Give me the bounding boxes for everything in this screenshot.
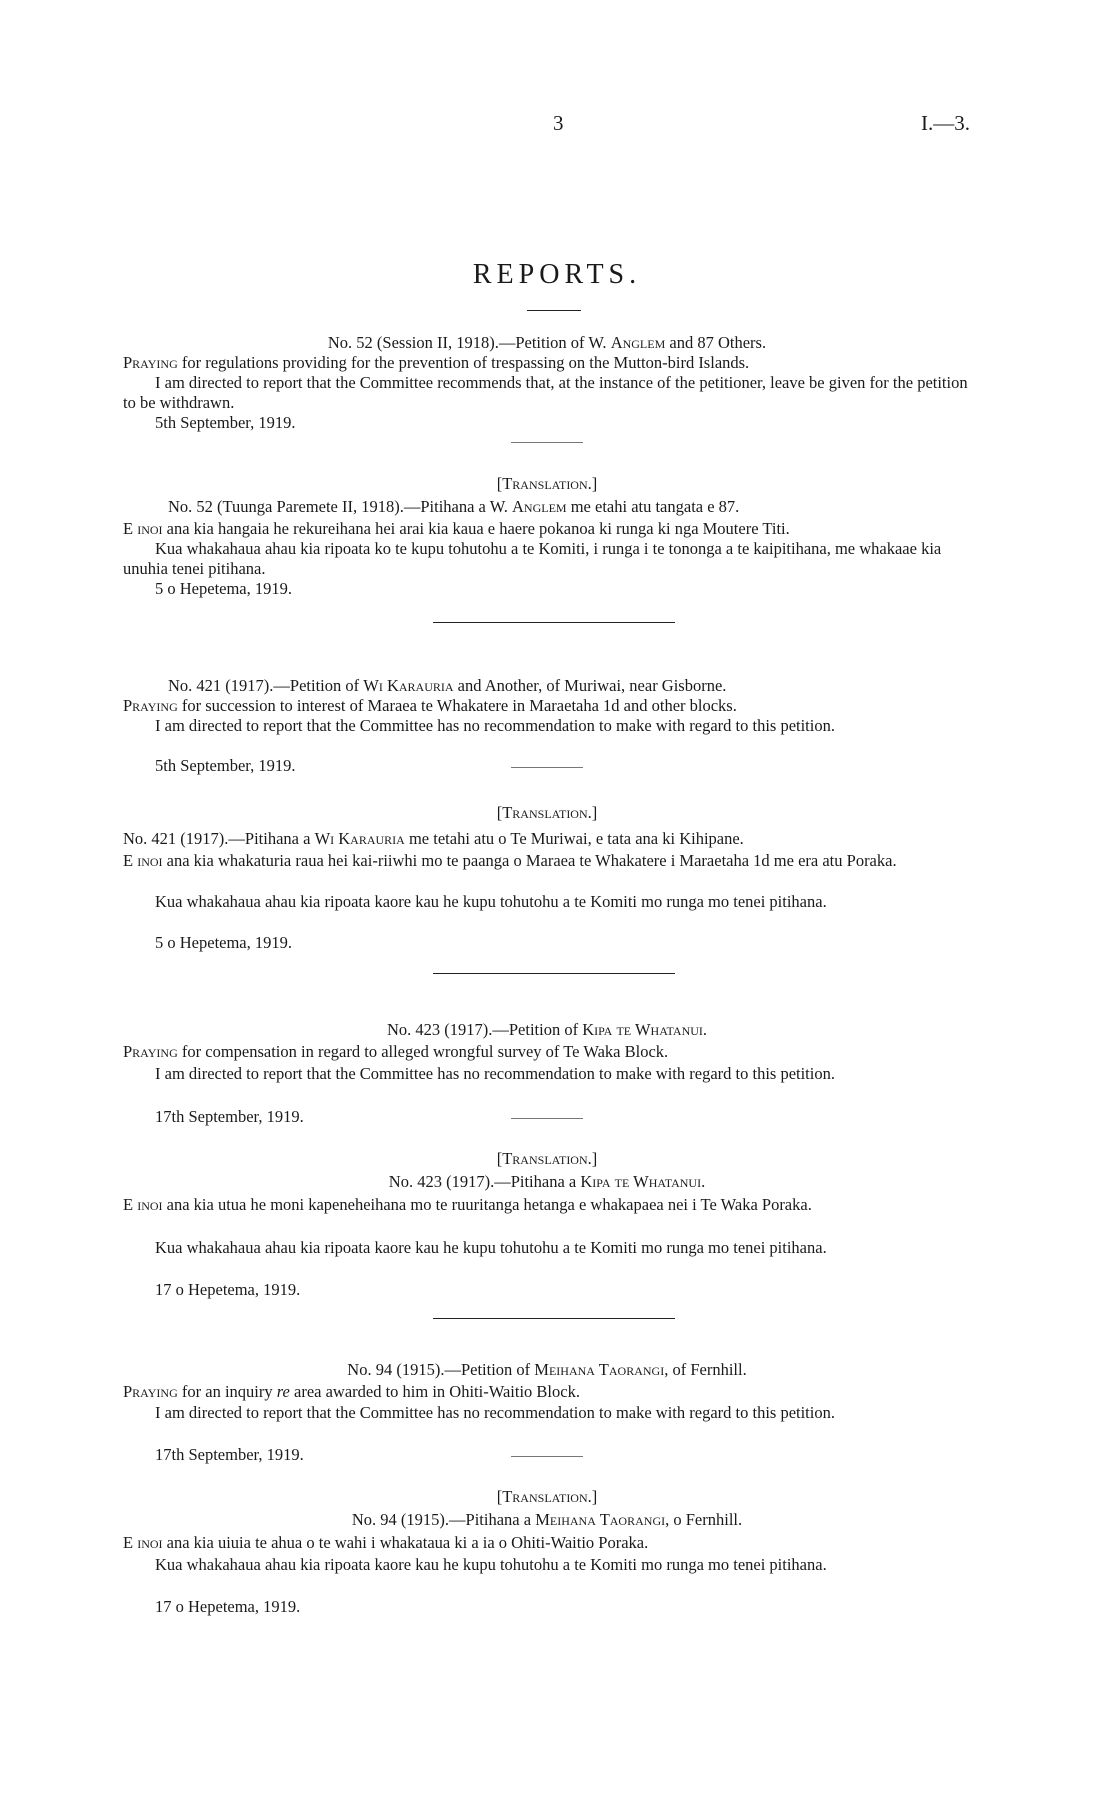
section-separator [511, 1118, 583, 1119]
praying-paragraph: Praying for regulations providing for the prevention of trespassing on the Mutton-bird Islands. [123, 353, 750, 372]
section-separator [511, 1456, 583, 1457]
translation-inoi: E inoi ana kia utua he moni kapeneheihana mo te ruuritanga hetanga e whakapaea nei i Te Waka Poraka. [123, 1195, 812, 1214]
section-separator [511, 767, 583, 768]
document-reference: I.—3. [921, 111, 970, 135]
praying-paragraph: Praying for an inquiry re area awarded to him in Ohiti-Waitio Block. [123, 1382, 580, 1401]
translation-date: 17 o Hepetema, 1919. [155, 1280, 301, 1299]
translation-date: 5 o Hepetema, 1919. [155, 933, 293, 952]
petition-separator [433, 973, 675, 974]
petition-separator [433, 1318, 675, 1319]
translation-label: [Translation.] [496, 803, 598, 822]
translation-label: [Translation.] [496, 1149, 598, 1168]
praying-paragraph: Praying for succession to interest of Maraea te Whakatere in Maraetaha 1d and other blocks. [123, 696, 737, 715]
translation-report: Kua whakahaua ahau kia ripoata kaore kau he kupu tohutohu a te Komiti mo runga mo tenei pitihana. [155, 1555, 827, 1574]
page-title: REPORTS. [472, 259, 642, 290]
petition-separator [433, 622, 675, 623]
translation-label: [Translation.] [496, 1487, 598, 1506]
translation-report: Kua whakahaua ahau kia ripoata kaore kau he kupu tohutohu a te Komiti mo runga mo tenei pitihana. [155, 1238, 827, 1257]
title-rule [527, 310, 581, 311]
petition-heading: No. 423 (1917).—Petition of Kipa te Whatanui. [386, 1020, 708, 1039]
report-date: 17th September, 1919. [155, 1107, 304, 1126]
translation-inoi: E inoi ana kia whakaturia raua hei kai-riiwhi mo te paanga o Maraea te Whakatere i Maraetaha 1d me era atu Poraka. [123, 851, 897, 870]
committee-report: I am directed to report that the Committee has no recommendation to make with regard to this petition. [155, 716, 835, 735]
translation-heading: No. 52 (Tuunga Paremete II, 1918).—Pitihana a W. Anglem me etahi atu tangata e 87. [168, 497, 740, 516]
section-separator [511, 442, 583, 443]
translation-label: [Translation.] [496, 474, 598, 493]
page-number: 3 [553, 111, 564, 135]
translation-inoi: E inoi ana kia uiuia te ahua o te wahi i whakataua ki a ia o Ohiti-Waitio Poraka. [123, 1533, 649, 1552]
committee-report: I am directed to report that the Committee has no recommendation to make with regard to this petition. [155, 1064, 835, 1083]
translation-report: Kua whakahaua ahau kia ripoata ko te kupu tohutohu a te Komiti, i runga i te tononga a te kaipitihana, me whakaae kia unuhia tenei pitihana. [123, 539, 942, 578]
translation-heading: No. 94 (1915).—Pitihana a Meihana Taorangi, o Fernhill. [351, 1510, 743, 1529]
petition-heading: No. 52 (Session II, 1918).—Petition of W. Anglem and 87 Others. [327, 333, 767, 352]
petition-heading: No. 421 (1917).—Petition of Wi Karauria and Another, of Muriwai, near Gisborne. [168, 676, 727, 695]
translation-report: Kua whakahaua ahau kia ripoata kaore kau he kupu tohutohu a te Komiti mo runga mo tenei pitihana. [155, 892, 827, 911]
report-date: 5th September, 1919. [155, 756, 296, 775]
petition-heading: No. 94 (1915).—Petition of Meihana Taorangi, of Fernhill. [347, 1360, 747, 1379]
report-date: 17th September, 1919. [155, 1445, 304, 1464]
translation-heading: No. 421 (1917).—Pitihana a Wi Karauria me tetahi atu o Te Muriwai, e tata ana ki Kihipane. [123, 829, 744, 848]
praying-paragraph: Praying for compensation in regard to alleged wrongful survey of Te Waka Block. [123, 1042, 669, 1061]
committee-report: I am directed to report that the Committee has no recommendation to make with regard to this petition. [155, 1403, 835, 1422]
translation-inoi: E inoi ana kia hangaia he rekureihana hei arai kia kaua e haere pokanoa ki runga ki nga Moutere Titi. [123, 519, 790, 538]
committee-report: I am directed to report that the Committee recommends that, at the instance of the petitioner, leave be given for the petition to be withdrawn. [123, 373, 968, 412]
translation-date: 17 o Hepetema, 1919. [155, 1597, 301, 1616]
translation-date: 5 o Hepetema, 1919. [155, 579, 293, 598]
report-date: 5th September, 1919. [155, 413, 296, 432]
translation-heading: No. 423 (1917).—Pitihana a Kipa te Whatanui. [388, 1172, 706, 1191]
